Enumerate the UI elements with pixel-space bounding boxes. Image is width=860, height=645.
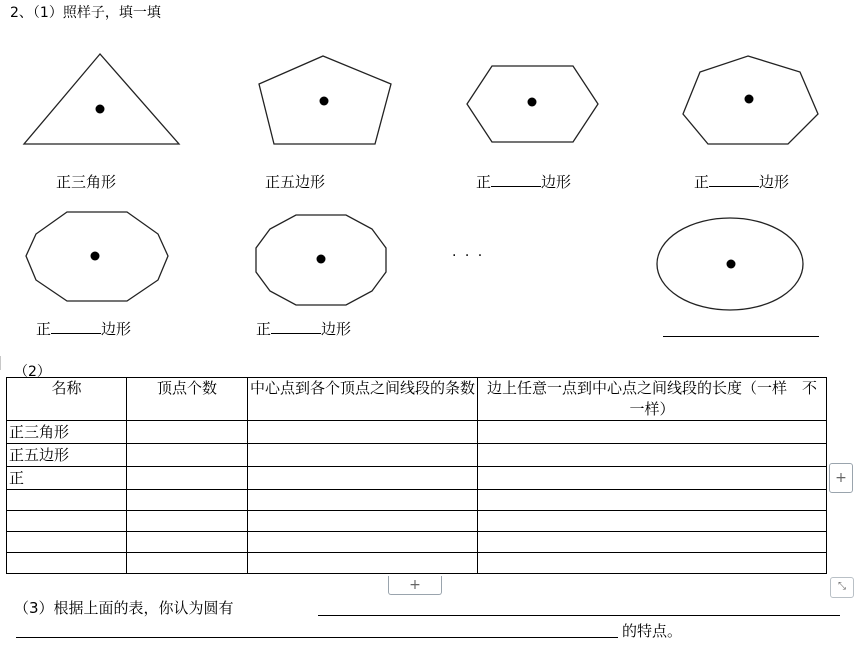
add-row-button[interactable]: + [388,576,442,595]
margin-marker [0,356,5,370]
table-cell[interactable] [478,553,827,574]
table-cell[interactable] [127,490,248,511]
table-cell[interactable] [7,490,127,511]
table-cell[interactable] [478,490,827,511]
part3-answer-line-2[interactable] [16,636,618,638]
table-cell[interactable] [248,467,478,490]
table-cell[interactable] [478,467,827,490]
header-name: 名称 [7,378,127,421]
table-row [7,421,827,444]
part3-prefix: （3）根据上面的表，你认为圆有 [14,599,234,617]
triangle-center-dot [96,105,105,114]
shapes-table [6,377,827,574]
table-header-row [7,378,827,421]
table-row [7,467,827,490]
question-title: 2、（1）照样子，填一填 [10,5,161,21]
table-cell[interactable] [7,511,127,532]
table-cell[interactable] [127,444,248,467]
table-cell[interactable] [478,532,827,553]
table-row [7,511,827,532]
heptagon-center-dot [745,95,754,104]
table-cell[interactable] [7,553,127,574]
hexagon-label [476,171,571,192]
table-cell[interactable] [127,553,248,574]
heptagon-sides-blank[interactable] [709,172,759,187]
table-cell[interactable] [127,511,248,532]
table-cell[interactable] [478,444,827,467]
ellipsis: · · · [452,248,485,264]
shapes-figure [0,0,860,320]
table-cell[interactable]: 正 [7,467,127,490]
circle-name-blank[interactable] [663,335,819,337]
table-cell[interactable] [478,421,827,444]
table-cell[interactable] [248,532,478,553]
dodecagon-label-prefix: 正 [256,320,272,338]
part3-suffix: 的特点。 [622,622,683,640]
header-edge-to-center: 边上任意一点到中心点之间线段的长度（一样 不一样） [478,378,827,421]
table-cell[interactable]: 正五边形 [7,444,127,467]
dodecagon-label [256,318,351,339]
decagon-label-prefix: 正 [36,320,52,338]
table-cell[interactable]: 正三角形 [7,421,127,444]
add-column-button[interactable]: + [829,463,853,493]
table-cell[interactable] [248,421,478,444]
circle-center-dot [727,260,736,269]
dodecagon-sides-blank[interactable] [271,319,321,334]
dodecagon-label-suffix: 边形 [321,320,352,338]
hexagon-sides-blank[interactable] [491,172,541,187]
decagon-label [36,318,131,339]
hexagon-center-dot [528,98,537,107]
triangle-label: 正三角形 [56,173,117,191]
table-row [7,490,827,511]
hexagon-label-prefix: 正 [476,173,492,191]
heptagon-label [694,171,789,192]
table-row [7,532,827,553]
decagon-label-suffix: 边形 [101,320,132,338]
table-cell[interactable] [127,421,248,444]
table-row [7,444,827,467]
heptagon-label-suffix: 边形 [759,173,790,191]
pentagon-center-dot [320,97,329,106]
resize-handle[interactable]: ⤡ [830,577,854,598]
heptagon-label-prefix: 正 [694,173,710,191]
table-cell[interactable] [248,444,478,467]
table-cell[interactable] [248,490,478,511]
table-cell[interactable] [127,532,248,553]
part2-label: （2） [14,364,51,380]
decagon-center-dot [91,252,100,261]
hexagon-label-suffix: 边形 [541,173,572,191]
table-cell[interactable] [127,467,248,490]
triangle-shape [24,54,179,144]
table-cell[interactable] [478,511,827,532]
decagon-sides-blank[interactable] [51,319,101,334]
header-center-to-vertex: 中心点到各个顶点之间线段的条数 [248,378,478,421]
dodecagon-center-dot [317,255,326,264]
table-cell[interactable] [248,511,478,532]
pentagon-label: 正五边形 [265,173,326,191]
table-row [7,553,827,574]
header-vertex-count: 顶点个数 [127,378,248,421]
part3-answer-line-1[interactable] [318,614,840,616]
table-cell[interactable] [248,553,478,574]
table-cell[interactable] [7,532,127,553]
